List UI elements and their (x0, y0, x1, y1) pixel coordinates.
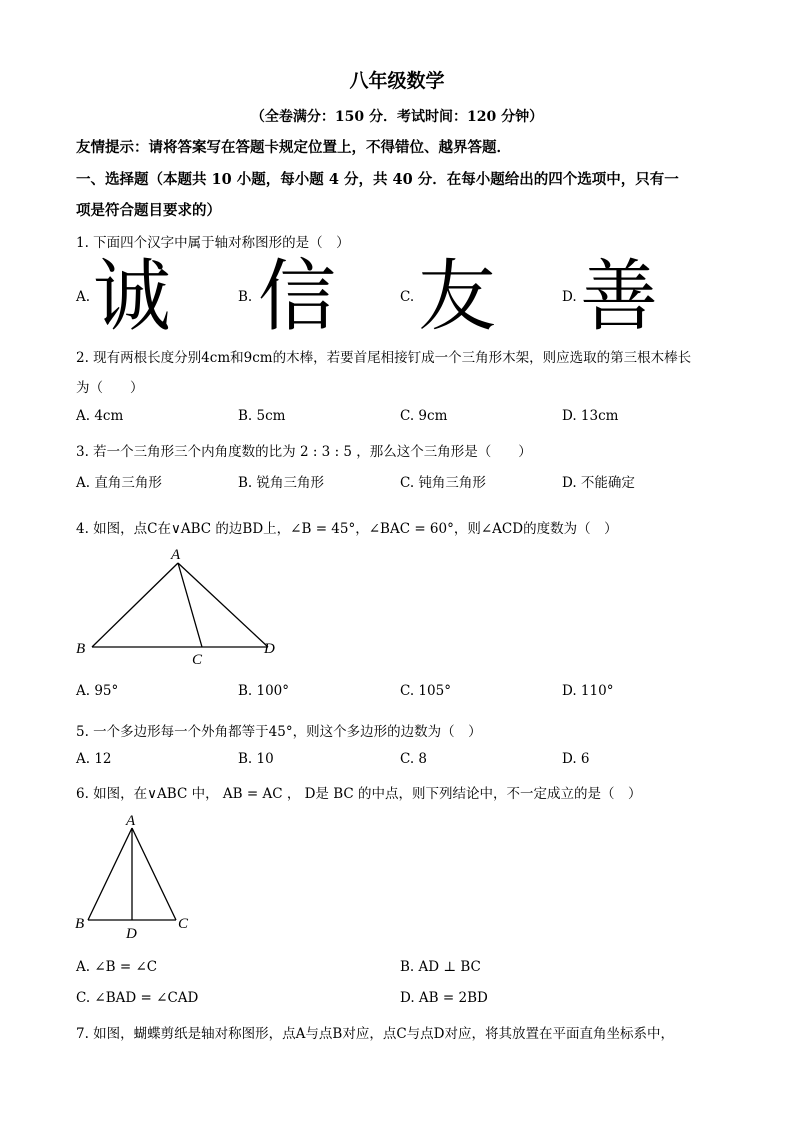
q6-label-b: B (75, 916, 85, 932)
q6-label-d: D (126, 926, 137, 942)
q1-option-c-char: 友 (418, 252, 497, 342)
q5-option-c: C. 8 (400, 751, 428, 767)
q2-option-b: B. 5cm (238, 408, 286, 424)
q1-option-b-label: B. (238, 289, 253, 305)
q5-option-a: A. 12 (76, 751, 112, 767)
q5-option-d: D. 6 (562, 751, 590, 767)
q1-stem: 1. 下面四个汉字中属于轴对称图形的是（ ） (76, 235, 350, 251)
q4-label-d: D (264, 641, 275, 657)
q3-option-a: A. 直角三角形 (76, 475, 162, 491)
q6-option-b: B. AD ⊥ BC (400, 959, 481, 975)
exam-info: （全卷满分：150 分．考试时间：120 分钟） (250, 109, 544, 125)
q3-stem: 3. 若一个三角形三个内角度数的比为 2 : 3 : 5 ，那么这个三角形是（ ） (76, 444, 532, 460)
q2-stem-line1: 2. 现有两根长度分别4cm和9cm的木棒，若要首尾相接钉成一个三角形木架，则应选取的第三根木棒长 (76, 350, 692, 366)
q7-stem: 7. 如图，蝴蝶剪纸是轴对称图形，点A与点B对应，点C与点D对应，将其放置在平面直角坐标系中， (76, 1026, 674, 1042)
q3-option-c: C. 钝角三角形 (400, 475, 486, 491)
q6-isosceles-figure (70, 810, 200, 945)
q6-segment-ab (88, 828, 132, 920)
q5-stem: 5. 一个多边形每一个外角都等于45°，则这个多边形的边数为（ ） (76, 724, 482, 740)
q4-label-c: C (192, 652, 203, 668)
q4-option-d: D. 110° (562, 683, 614, 699)
q2-option-c: C. 9cm (400, 408, 448, 424)
q4-segment-ab (92, 563, 178, 647)
q6-option-c: C. ∠BAD = ∠CAD (76, 990, 199, 1006)
q1-option-a-char: 诚 (93, 252, 172, 342)
q1-option-c-label: C. (400, 289, 415, 305)
q1-option-a-label: A. (76, 289, 91, 305)
q4-option-b: B. 100° (238, 683, 290, 699)
q4-segment-ac (178, 563, 202, 647)
q6-label-a: A (126, 813, 136, 829)
q2-option-d: D. 13cm (562, 408, 619, 424)
q4-stem: 4. 如图，点C在∨ABC 的边BD上，∠B = 45°，∠BAC = 60°，则∠ACD的度数为（ ） (76, 521, 618, 537)
tip-text: 友情提示：请将答案写在答题卡规定位置上，不得错位、越界答题． (76, 139, 511, 156)
q3-option-b: B. 锐角三角形 (238, 475, 325, 491)
page-title: 八年级数学 (349, 70, 445, 92)
section-heading-line1: 一、选择题（本题共 10 小题，每小题 4 分，共 40 分．在每小题给出的四个选项中，只有一 (76, 171, 679, 188)
q6-segment-ac (132, 828, 176, 920)
q6-option-d: D. AB = 2BD (400, 990, 488, 1006)
q3-option-d: D. 不能确定 (562, 475, 635, 491)
q1-option-d-label: D. (562, 289, 577, 305)
q6-stem: 6. 如图，在∨ABC 中， AB = AC ， D是 BC 的中点，则下列结论中，不一定成立的是（ ） (76, 786, 642, 802)
q2-option-a: A. 4cm (76, 408, 124, 424)
q4-segment-ad (178, 563, 268, 647)
q1-option-b-char: 信 (258, 252, 337, 342)
q4-option-c: C. 105° (400, 683, 451, 699)
q2-stem-line2: 为（ ） (76, 380, 144, 396)
q1-option-d-char: 善 (580, 252, 659, 342)
section-heading-line2: 项是符合题目要求的） (76, 202, 221, 219)
q6-option-a: A. ∠B = ∠C (76, 959, 158, 975)
q4-option-a: A. 95° (76, 683, 119, 699)
q4-label-b: B (76, 641, 86, 657)
q6-label-c: C (178, 916, 189, 932)
q4-triangle-figure (70, 543, 290, 668)
q5-option-b: B. 10 (238, 751, 274, 767)
q4-label-a: A (171, 547, 181, 563)
